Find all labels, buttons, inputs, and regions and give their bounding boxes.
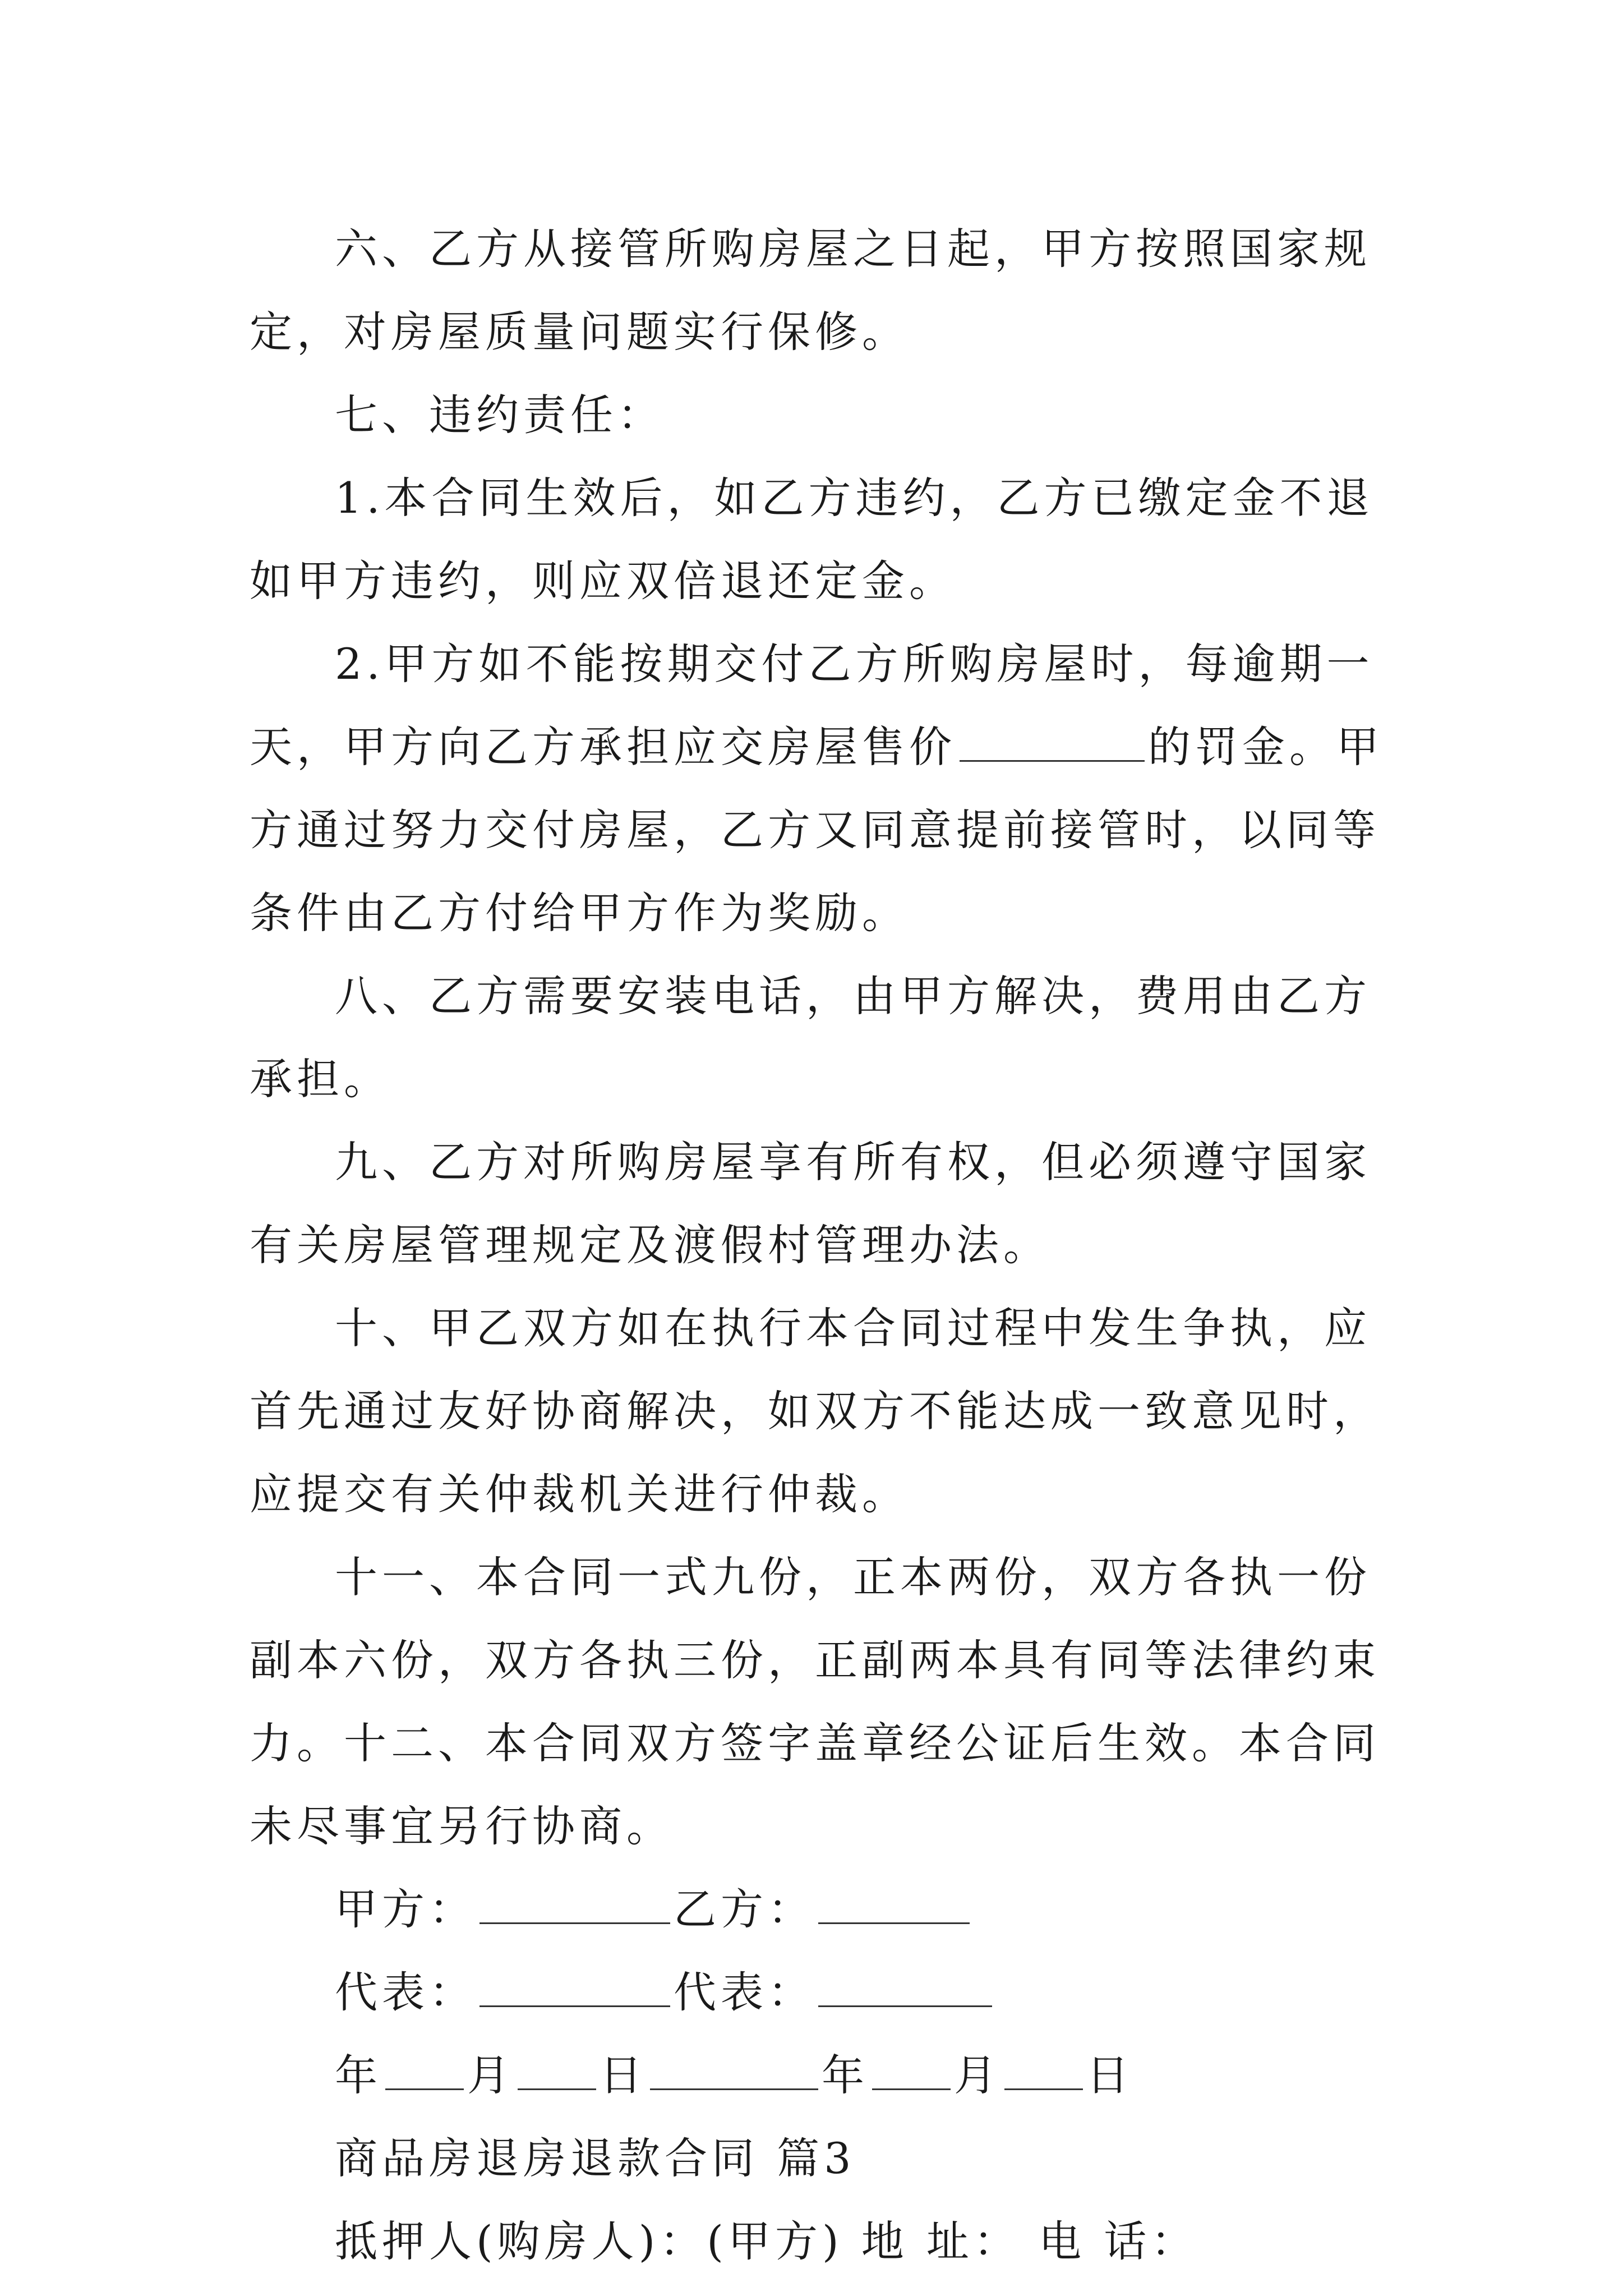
- rep-b-label: 代表：: [674, 1967, 815, 2017]
- day-blank-a: [518, 2049, 596, 2090]
- day-label-b: 日: [1086, 2050, 1133, 2100]
- rep-a-blank: [479, 1966, 670, 2007]
- price-blank: [960, 721, 1145, 762]
- signature-representative-line: [250, 1951, 1388, 2034]
- section-title: 商品房退房退款合同 篇3: [335, 2133, 856, 2183]
- paragraph-breach-2-part2: 的罚金。甲方通过努力交付房屋，乙方又同意提前接管时，以同等条件由乙方付给甲方作为奖励。: [250, 722, 1384, 938]
- paragraph-breach-2-part1: 2.甲方如不能按期交付乙方所购房屋时，每逾期一天，甲方向乙方承担应交房屋售价: [250, 639, 1374, 772]
- rep-b-blank: [818, 1966, 992, 2007]
- month-label-a: 月: [467, 2050, 514, 2100]
- paragraph-dispute: 十、甲乙双方如在执行本合同过程中发生争执，应首先通过友好协商解决，如双方不能达成一致意见时，应提交有关仲裁机关进行仲裁。: [250, 1303, 1380, 1519]
- paragraph-copies: 十一、本合同一式九份，正本两份，双方各执一份副本六份，双方各执三份，正副两本具有同等法律约束力。十二、本合同双方签字盖章经公证后生效。本合同未尽事宜另行协商。: [250, 1552, 1380, 1851]
- party-a-label: 甲方：: [335, 1884, 476, 1934]
- day-blank-b: [1004, 2049, 1083, 2090]
- paragraph-breach-2: [250, 623, 1388, 955]
- month-blank-a: [385, 2049, 464, 2090]
- document-body: [250, 208, 1388, 2283]
- signature-date-line: [250, 2034, 1388, 2117]
- day-label-a: 日: [600, 2050, 647, 2100]
- year-label-a: 年: [335, 2050, 382, 2100]
- paragraph-ownership: 九、乙方对所购房屋享有所有权，但必须遵守国家有关房屋管理规定及渡假村管理办法。: [250, 1137, 1371, 1270]
- party-b-blank: [818, 1883, 970, 1924]
- rep-a-label: 代表：: [335, 1967, 476, 2017]
- month-label-b: 月: [954, 2050, 1001, 2100]
- year-label-b: 年: [822, 2050, 869, 2100]
- paragraph-breach-1: 1.本合同生效后，如乙方违约，乙方已缴定金不退如甲方违约，则应双倍退还定金。: [250, 473, 1374, 606]
- party-a-blank: [479, 1883, 670, 1924]
- paragraph-warranty: 六、乙方从接管所购房屋之日起，甲方按照国家规定，对房屋质量问题实行保修。: [250, 224, 1371, 357]
- date-gap-blank: [650, 2049, 818, 2090]
- signature-party-line: [250, 1868, 1388, 1951]
- party-b-label: 乙方：: [674, 1884, 815, 1934]
- mortgagor-line: 抵押人(购房人)：(甲方) 地 址： 电 话：: [335, 2216, 1198, 2266]
- paragraph-breach-heading: 七、违约责任：: [335, 390, 665, 440]
- month-blank-b: [872, 2049, 951, 2090]
- paragraph-telephone: 八、乙方需要安装电话，由甲方解决，费用由乙方承担。: [250, 971, 1371, 1104]
